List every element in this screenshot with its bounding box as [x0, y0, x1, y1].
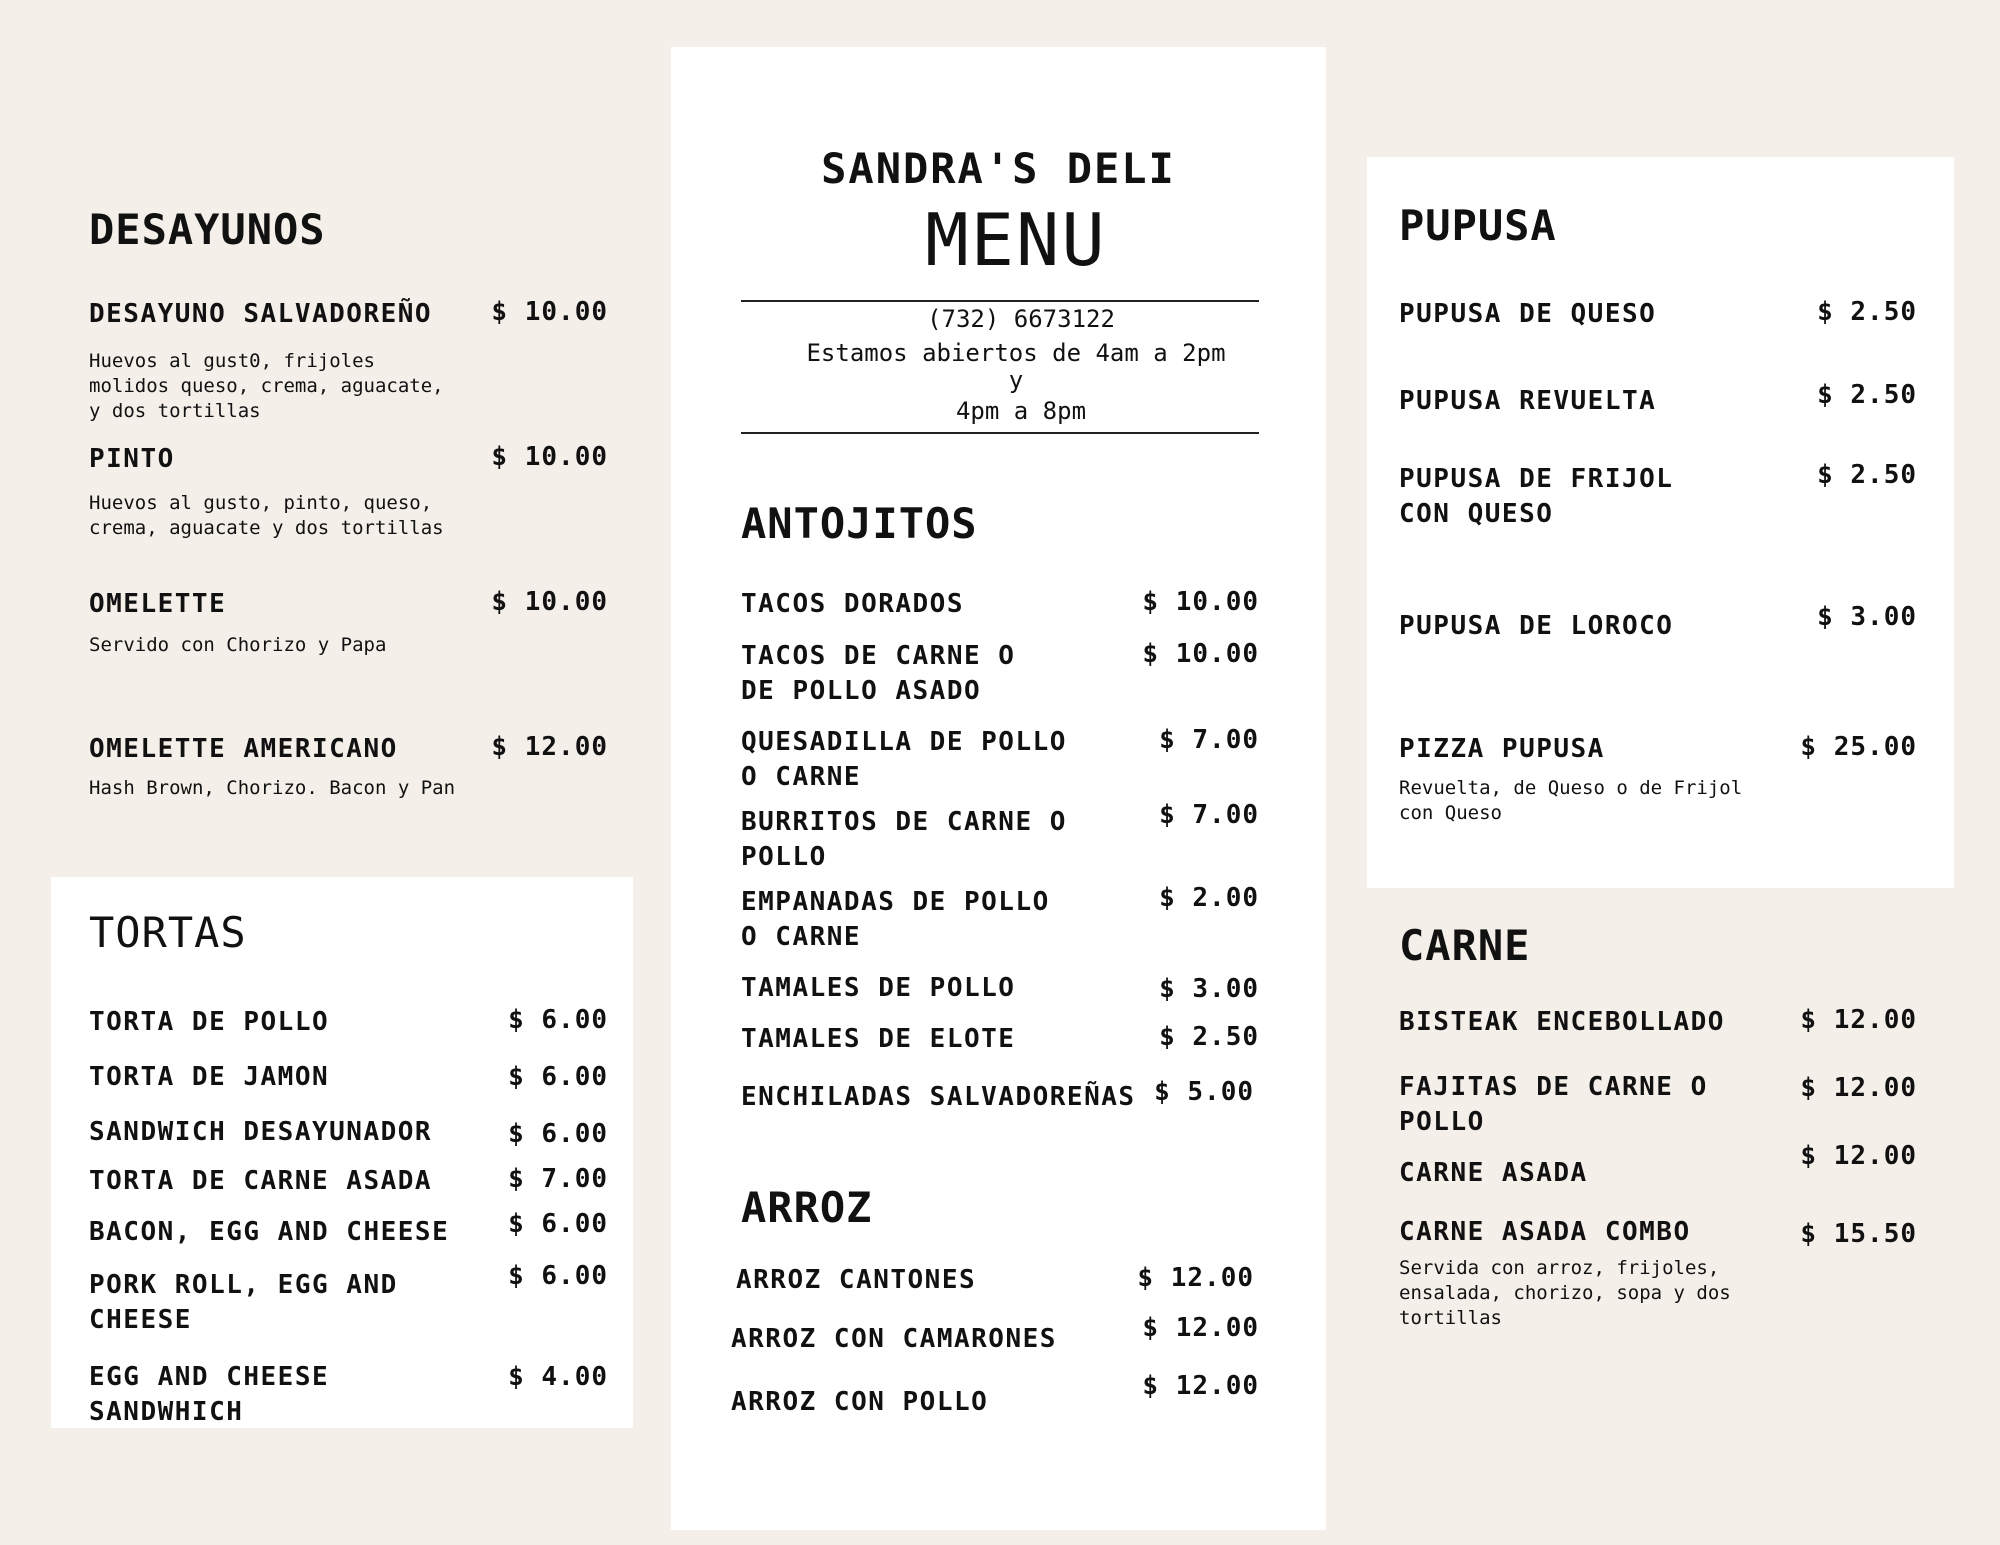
antojito-item-name: QUESADILLA DE POLLO O CARNE — [741, 727, 1067, 792]
desayuno-item-desc: Huevos al gusto, pinto, queso, crema, aguacate y dos tortillas — [89, 492, 444, 539]
tortas-panel — [51, 877, 633, 1428]
pupusa-item-price: $ 2.50 — [1817, 460, 1917, 490]
antojito-item-price: $ 2.00 — [1159, 883, 1259, 913]
menu-title: MENU — [925, 198, 1107, 282]
carne-item-name: FAJITAS DE CARNE O POLLO — [1399, 1072, 1708, 1137]
antojito-item-price: $ 3.00 — [1159, 974, 1259, 1004]
antojito-item-name: ENCHILADAS SALVADOREÑAS — [741, 1082, 1136, 1112]
arroz-item-name: ARROZ CON POLLO — [731, 1387, 989, 1417]
carne-heading: CARNE — [1399, 921, 1531, 970]
antojito-item-price: $ 10.00 — [1142, 639, 1259, 669]
antojito-item-name: TACOS DE CARNE O DE POLLO ASADO — [741, 641, 1016, 706]
divider-top — [741, 300, 1259, 302]
pupusa-item-price: $ 2.50 — [1817, 380, 1917, 410]
desayuno-item-price: $ 10.00 — [491, 442, 608, 472]
torta-item-name: TORTA DE CARNE ASADA — [89, 1166, 433, 1196]
pupusa-item-name: PUPUSA DE QUESO — [1399, 299, 1657, 329]
torta-item-price: $ 6.00 — [508, 1062, 608, 1092]
torta-item-price: $ 6.00 — [508, 1119, 608, 1149]
tortas-heading: TORTAS — [89, 908, 247, 957]
phone-number: (732) 6673122 — [927, 305, 1115, 333]
antojito-item-price: $ 10.00 — [1142, 587, 1259, 617]
arroz-item-name: ARROZ CANTONES — [736, 1265, 977, 1295]
divider-bottom — [741, 432, 1259, 434]
carne-item-name: CARNE ASADA — [1399, 1158, 1588, 1188]
torta-item-name: BACON, EGG AND CHEESE — [89, 1217, 450, 1247]
antojitos-heading: ANTOJITOS — [741, 499, 978, 548]
antojito-item-name: TAMALES DE ELOTE — [741, 1024, 1016, 1054]
carne-item-price: $ 12.00 — [1800, 1073, 1917, 1103]
arroz-item-price: $ 12.00 — [1142, 1313, 1259, 1343]
desayunos-heading: DESAYUNOS — [89, 205, 326, 254]
pupusa-item-name: PIZZA PUPUSA — [1399, 734, 1605, 764]
desayuno-item-name: DESAYUNO SALVADOREÑO — [89, 299, 433, 329]
torta-item-name: PORK ROLL, EGG AND CHEESE — [89, 1270, 398, 1335]
torta-item-name: EGG AND CHEESE SANDWHICH — [89, 1362, 330, 1427]
arroz-heading: ARROZ — [741, 1183, 873, 1232]
carne-item-desc: Servida con arroz, frijoles, ensalada, chorizo, sopa y dos tortillas — [1399, 1257, 1731, 1329]
hours-line-2: y — [1008, 366, 1024, 394]
carne-item-name: BISTEAK ENCEBOLLADO — [1399, 1007, 1725, 1037]
antojito-item-price: $ 7.00 — [1159, 800, 1259, 830]
arroz-item-price: $ 12.00 — [1137, 1263, 1254, 1293]
hours-line-3: 4pm a 8pm — [955, 397, 1087, 425]
desayuno-item-name: OMELETTE — [89, 589, 227, 619]
hours-line-1: Estamos abiertos de 4am a 2pm — [806, 339, 1226, 367]
torta-item-price: $ 6.00 — [508, 1209, 608, 1239]
torta-item-price: $ 6.00 — [508, 1005, 608, 1035]
restaurant-name: SANDRA'S DELI — [821, 144, 1176, 193]
pupusa-item-name: PUPUSA REVUELTA — [1399, 386, 1657, 416]
pupusa-item-price: $ 2.50 — [1817, 297, 1917, 327]
arroz-item-name: ARROZ CON CAMARONES — [731, 1324, 1057, 1354]
pupusa-item-price: $ 25.00 — [1800, 732, 1917, 762]
antojito-item-name: TAMALES DE POLLO — [741, 973, 1016, 1003]
arroz-item-price: $ 12.00 — [1142, 1371, 1259, 1401]
torta-item-name: TORTA DE JAMON — [89, 1062, 330, 1092]
antojito-item-price: $ 5.00 — [1154, 1077, 1254, 1107]
carne-item-price: $ 12.00 — [1800, 1141, 1917, 1171]
antojito-item-price: $ 2.50 — [1159, 1022, 1259, 1052]
desayuno-item-desc: Hash Brown, Chorizo. Bacon y Pan — [89, 777, 456, 799]
desayuno-item-name: PINTO — [89, 444, 175, 474]
desayuno-item-price: $ 10.00 — [491, 587, 608, 617]
desayuno-item-price: $ 10.00 — [491, 297, 608, 327]
torta-item-name: TORTA DE POLLO — [89, 1007, 330, 1037]
carne-item-price: $ 12.00 — [1800, 1005, 1917, 1035]
pupusa-item-name: PUPUSA DE FRIJOL CON QUESO — [1399, 464, 1674, 529]
torta-item-price: $ 6.00 — [508, 1261, 608, 1291]
desayuno-item-price: $ 12.00 — [491, 732, 608, 762]
desayuno-item-name: OMELETTE AMERICANO — [89, 734, 398, 764]
antojito-item-name: BURRITOS DE CARNE O POLLO — [741, 807, 1067, 872]
pupusa-item-price: $ 3.00 — [1817, 602, 1917, 632]
carne-item-name: CARNE ASADA COMBO — [1399, 1217, 1691, 1247]
antojito-item-name: TACOS DORADOS — [741, 589, 964, 619]
carne-item-price: $ 15.50 — [1800, 1219, 1917, 1249]
torta-item-price: $ 7.00 — [508, 1164, 608, 1194]
pupusa-item-desc: Revuelta, de Queso o de Frijol con Queso — [1399, 777, 1743, 824]
desayuno-item-desc: Huevos al gust0, frijoles molidos queso, crema, aguacate, y dos tortillas — [89, 350, 444, 422]
antojito-item-price: $ 7.00 — [1159, 725, 1259, 755]
desayuno-item-desc: Servido con Chorizo y Papa — [89, 634, 387, 656]
torta-item-price: $ 4.00 — [508, 1362, 608, 1392]
pupusa-heading: PUPUSA — [1399, 201, 1557, 250]
antojito-item-name: EMPANADAS DE POLLO O CARNE — [741, 887, 1050, 952]
pupusa-item-name: PUPUSA DE LOROCO — [1399, 611, 1674, 641]
torta-item-name: SANDWICH DESAYUNADOR — [89, 1117, 433, 1147]
